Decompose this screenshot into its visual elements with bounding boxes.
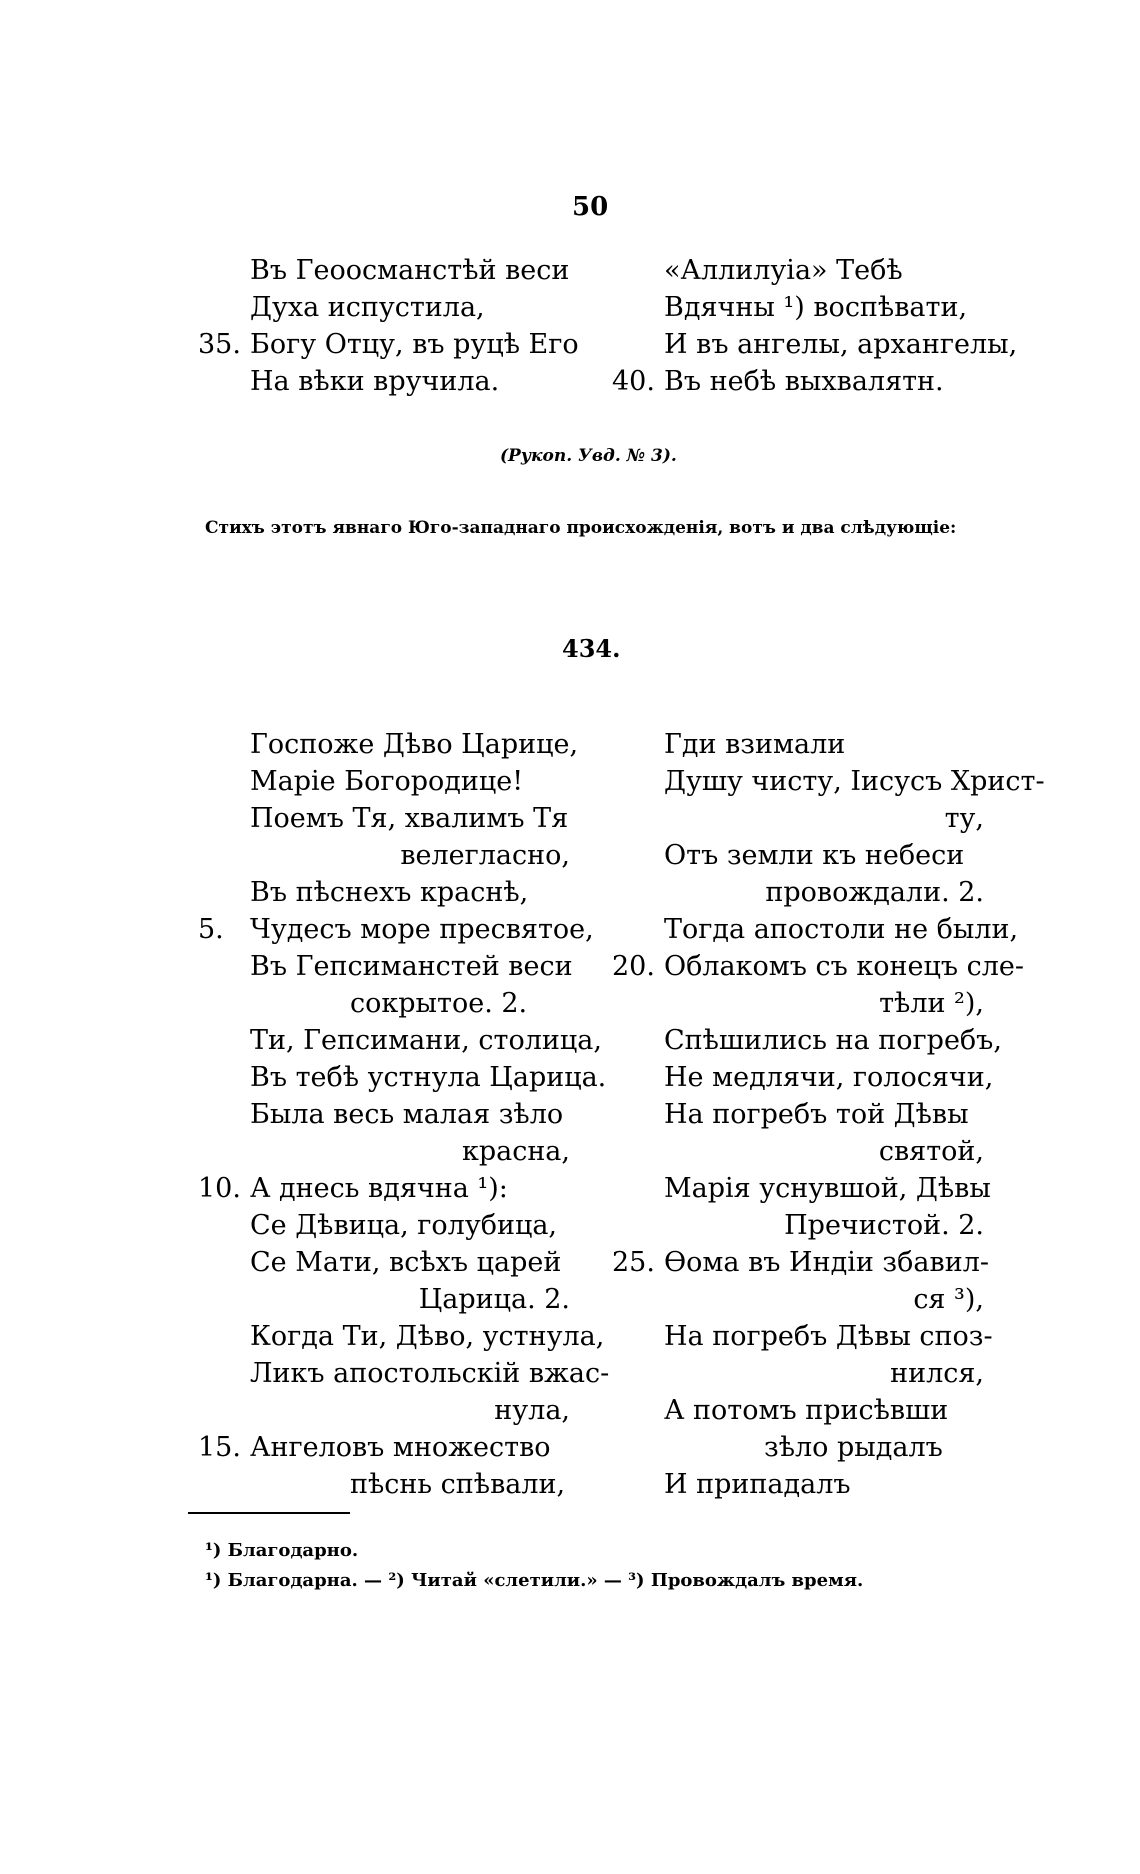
poem-right-line [664, 763, 1045, 800]
verse-text: На погребъ той Дѣвы [664, 1099, 969, 1130]
poem-left-line [250, 1318, 605, 1355]
verse-text: Въ Гепсиманстей веси [250, 951, 573, 982]
verse-text: ту, [944, 803, 984, 834]
verse-number: 25. [612, 1247, 655, 1278]
verse-text: красна, [461, 1136, 570, 1167]
verse-text: Тогда апостоли не были, [664, 914, 1019, 945]
poem-left-line [198, 1429, 570, 1466]
poem-left-line [250, 1022, 602, 1059]
verse-text: Богу Отцу, въ руцѣ Его [250, 329, 579, 360]
poem-right-line [664, 911, 1019, 948]
poem-left-line [250, 1392, 570, 1429]
poem-left-line [250, 1244, 570, 1281]
poem-right-line [664, 1355, 984, 1392]
top-left-line [198, 326, 580, 363]
verse-text: Марія уснувшой, Дѣвы [664, 1173, 991, 1204]
poem-right-line [664, 1059, 994, 1096]
top-right-line [664, 326, 1018, 363]
poem-right-line [664, 1022, 1002, 1059]
verse-text: Облакомъ съ конецъ сле- [664, 951, 1025, 982]
poem-right-line [664, 874, 984, 911]
poem-left-line [250, 948, 573, 985]
poem-right-line [664, 1318, 993, 1355]
verse-text: тѣли ²), [879, 988, 984, 1019]
verse-text: Спѣшились на погребъ, [664, 1025, 1002, 1056]
poem-right-line [664, 800, 984, 837]
verse-text: Ангеловъ множество [250, 1432, 551, 1463]
verse-text: Была весь малая зѣло [250, 1099, 564, 1130]
poem-right-line [664, 1170, 991, 1207]
poem-left-line [250, 800, 570, 837]
verse-text: Ти, Гепсимани, столица, [250, 1025, 602, 1056]
verse-text: Маріе Богородице! [250, 766, 524, 797]
verse-text: нился, [890, 1358, 984, 1389]
poem-left-line [198, 1170, 570, 1207]
verse-text: ся ³), [913, 1284, 984, 1315]
top-right-line [664, 252, 994, 289]
source-reference: (Рукоп. Увд. № 3). [500, 446, 677, 466]
verse-text: На погребъ Дѣвы споз- [664, 1321, 993, 1352]
poem-left-line [250, 1059, 607, 1096]
poem-right-line [664, 985, 984, 1022]
poem-left-line [250, 1466, 570, 1503]
poem-right-line [664, 837, 984, 874]
poem-right-line [664, 726, 984, 763]
top-right-line [612, 363, 994, 400]
poem-right-line [664, 1281, 984, 1318]
verse-text: Пречистой. 2. [784, 1210, 984, 1241]
poem-left-line [250, 874, 570, 911]
verse-number: 35. [198, 329, 241, 360]
verse-text: Се Мати, всѣхъ царей [250, 1247, 562, 1278]
verse-text: Душу чисту, Іисусъ Христ- [664, 766, 1045, 797]
verse-number: 15. [198, 1432, 241, 1463]
poem-right-line [664, 1392, 984, 1429]
verse-text: сокрытое. 2. [350, 988, 528, 1019]
verse-text: зѣло рыдалъ [764, 1432, 943, 1463]
verse-text: Отъ земли къ небеси [664, 840, 965, 871]
footnote-2: ¹) Благодарна. — ²) Читай «слетили.» — ³) Провождалъ время. [205, 1570, 864, 1591]
verse-text: Духа испустила, [250, 292, 485, 323]
poem-left-line [198, 911, 594, 948]
footnote-separator [188, 1512, 350, 1514]
top-left-line [250, 252, 580, 289]
poem-left-line [250, 985, 570, 1022]
verse-text: На вѣки вручила. [250, 366, 500, 397]
top-left-column [198, 252, 580, 400]
verse-text: нула, [494, 1395, 570, 1426]
poem-left-line [250, 1207, 570, 1244]
top-left-line [250, 289, 580, 326]
verse-text: Въ тебѣ устнула Царица. [250, 1062, 607, 1093]
poem-right-line [664, 1133, 984, 1170]
top-right-column [612, 252, 1018, 400]
verse-text: Се Дѣвица, голубица, [250, 1210, 558, 1241]
poem-left-line [250, 1133, 570, 1170]
verse-text: Царица. 2. [418, 1284, 570, 1315]
footnote-1: ¹) Благодарно. [205, 1540, 359, 1561]
poem-left-line [250, 763, 570, 800]
verse-text: А днесь вдячна ¹): [250, 1173, 508, 1204]
poem-right-line [612, 1244, 989, 1281]
verse-text: Въ небѣ выхвалятн. [664, 366, 944, 397]
poem-left-line [250, 1281, 570, 1318]
verse-text: Не медлячи, голосячи, [664, 1062, 994, 1093]
section-number: 434. [562, 634, 621, 663]
verse-text: провождали. 2. [765, 877, 984, 908]
verse-text: Вдячны ¹) воспѣвати, [664, 292, 968, 323]
verse-text: Въ пѣснехъ краснѣ, [250, 877, 529, 908]
verse-number: 10. [198, 1173, 241, 1204]
verse-number: 40. [612, 366, 655, 397]
verse-text: И въ ангелы, архангелы, [664, 329, 1018, 360]
verse-text: велегласно, [400, 840, 570, 871]
editorial-note: Стихъ этотъ явнаго Юго-западнаго происхожденія, вотъ и два слѣдующіе: [205, 518, 957, 538]
poem-right-line [612, 948, 1025, 985]
poem-right-line [664, 1207, 984, 1244]
verse-text: Поемъ Тя, хвалимъ Тя [250, 803, 569, 834]
poem-right-line [664, 1429, 984, 1466]
verse-text: Ликъ апостольскій вжас- [250, 1358, 610, 1389]
verse-text: Когда Ти, Дѣво, устнула, [250, 1321, 605, 1352]
verse-text: «Аллилуіа» Тебѣ [664, 255, 903, 286]
poem-left-column [198, 726, 610, 1503]
verse-number: 5. [198, 914, 224, 945]
verse-text: Госпоже Дѣво Царице, [250, 729, 579, 760]
poem-left-line [250, 1096, 570, 1133]
verse-text: Ѳома въ Индіи збавил- [664, 1247, 989, 1278]
poem-left-line [250, 837, 570, 874]
poem-right-line [664, 1466, 984, 1503]
top-right-line [664, 289, 994, 326]
verse-text: А потомъ присѣвши [664, 1395, 949, 1426]
poem-left-line [250, 1355, 610, 1392]
verse-text: И припадалъ [664, 1469, 851, 1500]
poem-left-line [250, 726, 579, 763]
poem-right-column [612, 726, 1045, 1503]
verse-text: святой, [878, 1136, 984, 1167]
verse-text: Гди взимали [664, 729, 846, 760]
verse-text: пѣснь спѣвали, [350, 1469, 566, 1500]
verse-text: Чудесъ море пресвятое, [250, 914, 594, 945]
page-number: 50 [572, 192, 609, 222]
top-left-line [250, 363, 580, 400]
poem-right-line [664, 1096, 984, 1133]
verse-number: 20. [612, 951, 655, 982]
verse-text: Въ Геоосманстѣй веси [250, 255, 570, 286]
